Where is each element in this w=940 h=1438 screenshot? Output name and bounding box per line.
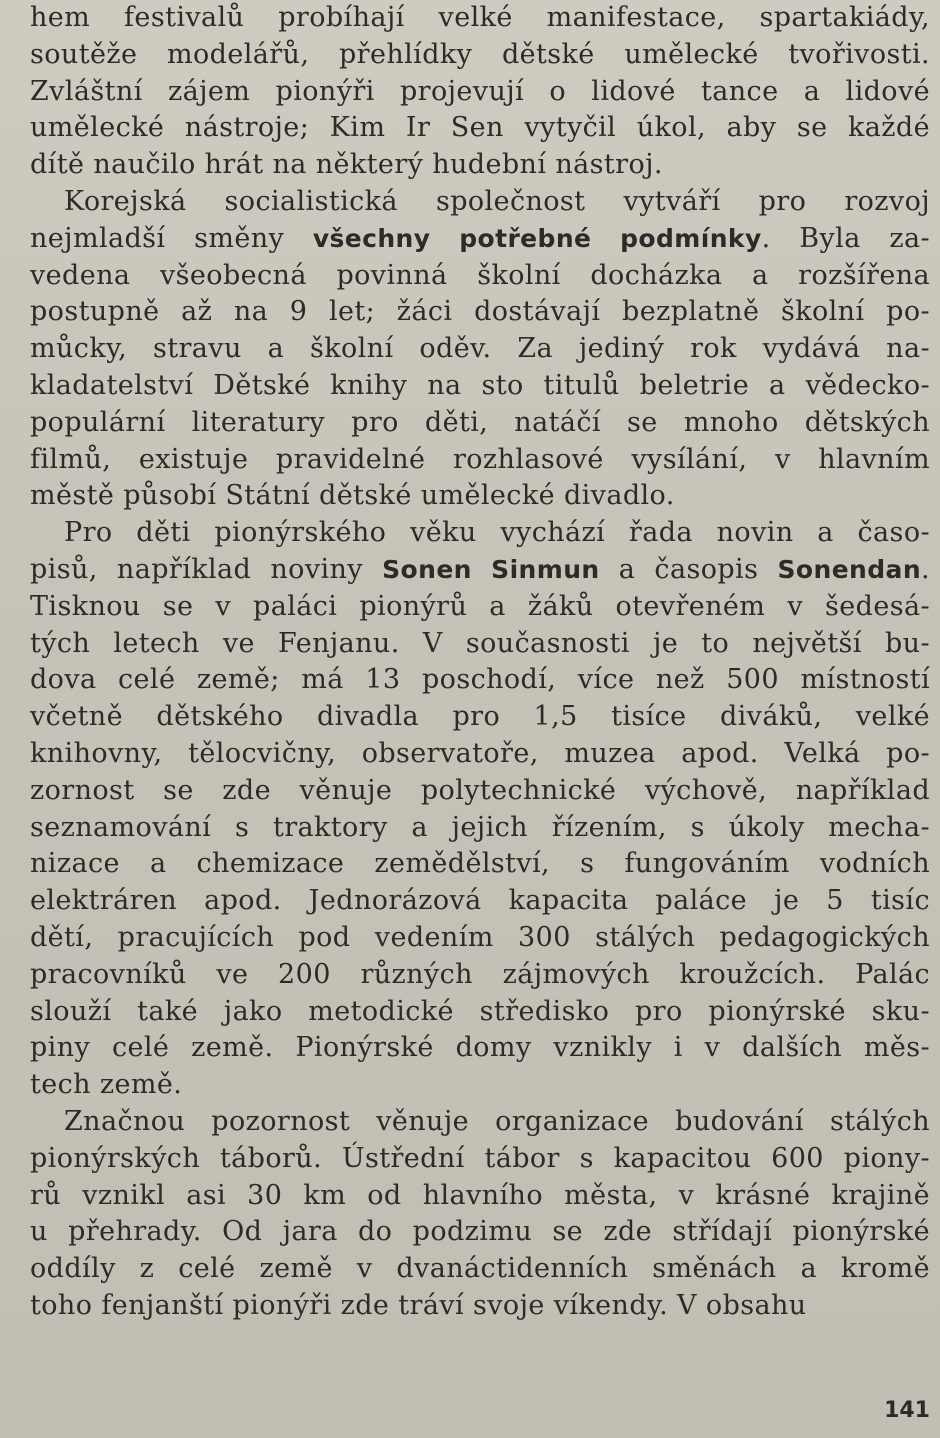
text-run: . <box>921 553 930 585</box>
text-line <box>30 258 930 295</box>
text-run: knihovny, tělocvičny, observatoře, muzea apod. Velká po- <box>30 737 930 769</box>
bold-text-run: všechny potřebné podmínky <box>312 223 762 253</box>
text-line <box>30 957 930 994</box>
text-line <box>30 1178 930 1215</box>
text-run: Pro děti pionýrského věku vychází řada novin a časo- <box>64 517 930 549</box>
text-line <box>30 589 930 626</box>
paragraph <box>30 1104 930 1325</box>
text-run: oddíly z celé země v dvanáctidenních směnách a kromě <box>30 1253 930 1285</box>
text-line <box>30 1030 930 1067</box>
text-run: tých letech ve Fenjanu. V současnosti je to největší bu- <box>30 627 930 659</box>
text-run: pracovníků ve 200 různých zájmových kroužcích. Palác <box>30 958 930 990</box>
text-run: městě působí Státní dětské umělecké divadlo. <box>30 480 675 512</box>
body-text <box>30 0 930 1325</box>
text-line <box>30 920 930 957</box>
paragraph <box>30 515 930 1104</box>
text-line <box>30 184 930 221</box>
text-run: Korejská socialistická společnost vytváří pro rozvoj <box>64 185 930 217</box>
text-run: zornost se zde věnuje polytechnické výchově, například <box>30 774 930 806</box>
text-line <box>30 405 930 442</box>
text-line <box>30 846 930 883</box>
paragraph <box>30 0 930 184</box>
text-run: soutěže modelářů, přehlídky dětské umělecké tvořivosti. <box>30 38 930 70</box>
text-run: rů vznikl asi 30 km od hlavního města, v krásné krajině <box>30 1179 930 1211</box>
text-run: a časopis <box>599 553 778 585</box>
text-line <box>30 699 930 736</box>
text-line <box>30 331 930 368</box>
text-line <box>30 478 930 515</box>
text-run: kladatelství Dětské knihy na sto titulů beletrie a vědecko- <box>30 369 930 401</box>
text-line <box>30 368 930 405</box>
text-line <box>30 883 930 920</box>
text-run: postupně až na 9 let; žáci dostávají bezplatně školní po- <box>30 296 930 328</box>
bold-text-run: Sonendan <box>777 554 922 584</box>
text-run: dítě naučilo hrát na některý hudební nástroj. <box>30 149 663 181</box>
text-line <box>30 74 930 111</box>
text-run: tech země. <box>30 1069 183 1101</box>
text-line <box>30 442 930 479</box>
text-run: Tisknou se v paláci pionýrů a žáků otevřeném v šedesá- <box>30 590 930 622</box>
text-run: vedena všeobecná povinná školní docházka a rozšířena <box>30 259 930 291</box>
bold-text-run: Sonen Sinmun <box>382 554 600 584</box>
text-run: dětí, pracujících pod vedením 300 stálých pedagogických <box>30 921 930 953</box>
text-line <box>30 1288 930 1325</box>
text-run: toho fenjanští pionýři zde tráví svoje víkendy. V obsahu <box>30 1289 807 1321</box>
text-line <box>30 1104 930 1141</box>
text-run: hem festivalů probíhají velké manifestace, spartakiády, <box>30 2 930 33</box>
text-run: umělecké nástroje; Kim Ir Sen vytyčil úkol, aby se každé <box>30 112 930 144</box>
text-run: nejmladší směny <box>30 222 313 254</box>
text-run: slouží také jako metodické středisko pro pionýrské sku- <box>30 995 930 1027</box>
text-run: . Byla za- <box>761 222 930 254</box>
text-line <box>30 736 930 773</box>
text-line <box>30 626 930 663</box>
text-run: včetně dětského divadla pro 1,5 tisíce diváků, velké <box>30 701 930 733</box>
text-run: můcky, stravu a školní oděv. Za jediný rok vydává na- <box>30 333 930 365</box>
text-line <box>30 662 930 699</box>
text-line <box>30 294 930 331</box>
text-run: populární literatury pro děti, natáčí se mnoho dětských <box>30 406 930 438</box>
text-run: nizace a chemizace zemědělství, s fungováním vodních <box>30 848 930 880</box>
text-run: piny celé země. Pionýrské domy vznikly i v dalších měs- <box>30 1032 930 1064</box>
paragraph <box>30 184 930 515</box>
text-line <box>30 110 930 147</box>
text-line <box>30 221 930 258</box>
text-line <box>30 515 930 552</box>
text-line <box>30 773 930 810</box>
text-line <box>30 37 930 74</box>
text-run: seznamování s traktory a jejich řízením, s úkoly mecha- <box>30 811 930 843</box>
text-line <box>30 810 930 847</box>
text-run: elektráren apod. Jednorázová kapacita paláce je 5 tisíc <box>30 885 930 917</box>
text-run: dova celé země; má 13 poschodí, více než 500 místností <box>30 664 930 696</box>
text-line <box>30 0 930 37</box>
text-line <box>30 1067 930 1104</box>
text-line <box>30 1214 930 1251</box>
text-run: u přehrady. Od jara do podzimu se zde střídají pionýrské <box>30 1216 930 1248</box>
text-run: filmů, existuje pravidelné rozhlasové vysílání, v hlavním <box>30 443 930 475</box>
text-line <box>30 147 930 184</box>
text-line <box>30 1251 930 1288</box>
text-run: pionýrských táborů. Ústřední tábor s kapacitou 600 piony- <box>30 1142 930 1174</box>
text-line <box>30 1141 930 1178</box>
text-run: Zvláštní zájem pionýři projevují o lidové tance a lidové <box>30 75 930 107</box>
text-line <box>30 994 930 1031</box>
text-run: Značnou pozornost věnuje organizace budování stálých <box>64 1105 930 1137</box>
text-run: pisů, například noviny <box>30 553 383 585</box>
page-number: 141 <box>884 1398 930 1423</box>
text-line <box>30 552 930 589</box>
